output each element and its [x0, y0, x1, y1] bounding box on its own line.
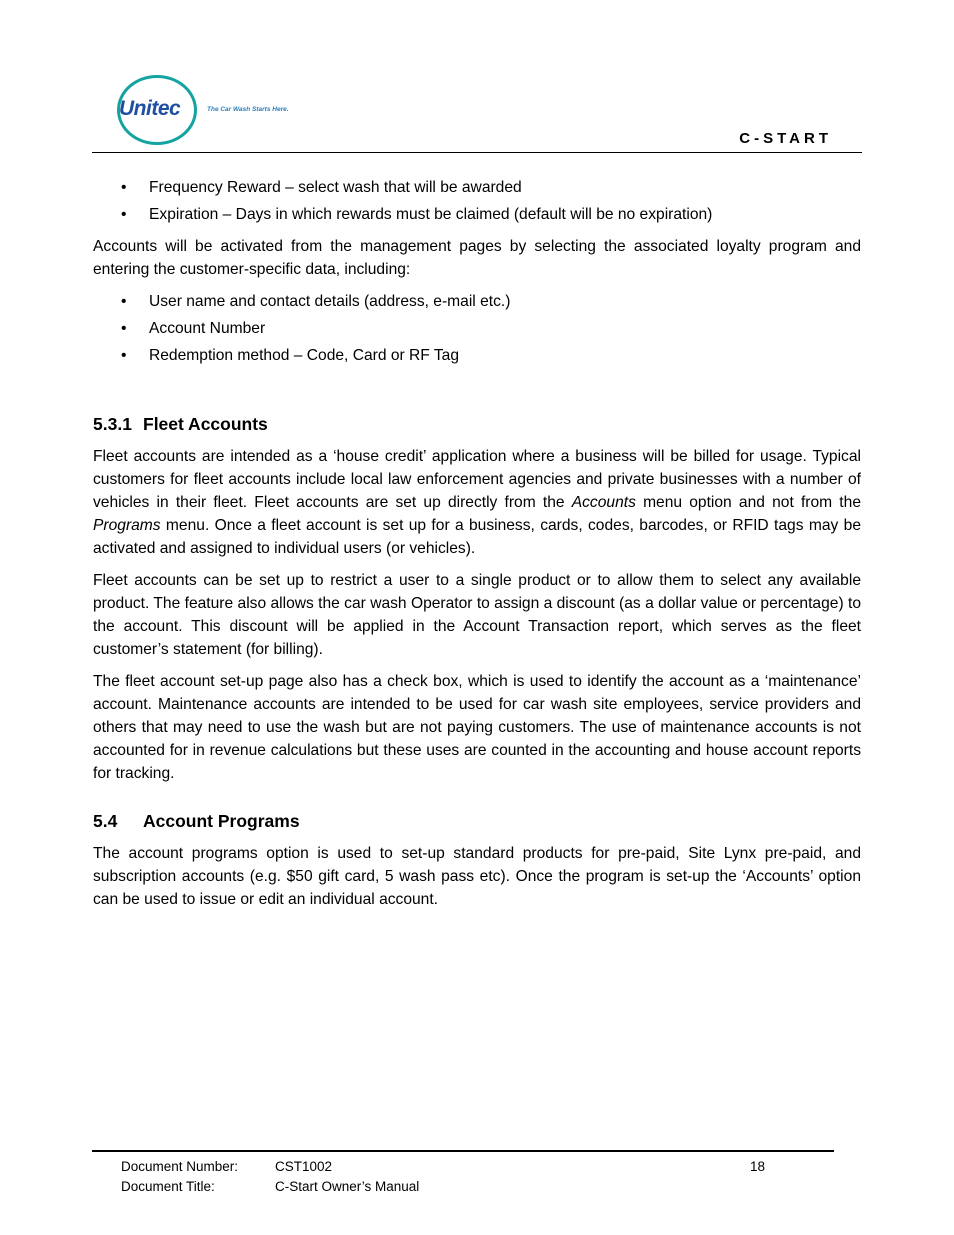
- company-logo: [117, 75, 307, 147]
- list-item: • Expiration – Days in which rewards must be claimed (default will be no expiration): [93, 203, 861, 226]
- heading-account-programs: [93, 807, 861, 835]
- bullet-icon: •: [121, 347, 127, 364]
- section-title: Account Programs: [143, 811, 300, 831]
- header-divider: [92, 152, 862, 153]
- section-title: Fleet Accounts: [143, 414, 268, 434]
- section-number: 5.3.1: [93, 414, 132, 434]
- paragraph-fleet-2: Fleet accounts can be set up to restrict a user to a single product or to allow them to select any available product. The feature also allows the car wash Operator to assign a discount (as a dollar value or percentage) to the account. This discount will be applied in the Account Transaction report, which serves as the fleet customer’s statement (for billing).: [93, 572, 861, 658]
- paragraph-programs: The account programs option is used to set-up standard products for pre-paid, Site Lynx pre-paid, and subscription accounts (e.g. $50 gift card, 5 wash pass etc). Once the program is set-up the ‘Accounts’ option can be used to issue or edit an individual account.: [93, 845, 861, 908]
- paragraph-accounts: Accounts will be activated from the management pages by selecting the associated loyalty program and entering the customer-specific data, including:: [93, 238, 861, 278]
- doc-title-label: Document Title:: [121, 1179, 215, 1194]
- doc-title: C-Start Owner’s Manual: [275, 1179, 420, 1194]
- footer-divider: [92, 1150, 834, 1152]
- list-item: • Frequency Reward – select wash that will be awarded: [93, 176, 861, 199]
- product-name: C-START: [739, 130, 832, 147]
- paragraph-fleet-1: Fleet accounts are intended as a ‘house credit’ application where a business will be billed for usage. Typical customers for fleet accounts include local law enforcement agencies and private businesses with a number of vehicles in their fleet. Fleet accounts are set up directly from the Accounts menu option and not from the Programs menu. Once a fleet account is set up for a business, cards, codes, barcodes, or RFID tags may be activated and assigned to individual users (or vehicles).: [93, 448, 861, 557]
- bullet-icon: •: [121, 206, 127, 223]
- section-number: 5.4: [93, 811, 118, 831]
- list-item: • Redemption method – Code, Card or RF Tag: [93, 344, 861, 367]
- list-item: • Account Number: [93, 317, 861, 340]
- logo-tagline: The Car Wash Starts Here.: [207, 106, 289, 113]
- bullet-list-customer-data: [93, 290, 861, 367]
- footer-row-title: [121, 1177, 821, 1197]
- bullet-list-rewards: [93, 176, 861, 226]
- logo-wordmark: Unitec: [119, 97, 181, 120]
- page-number: 18: [750, 1159, 766, 1174]
- doc-number: CST1002: [275, 1159, 333, 1174]
- paragraph-fleet-3: The fleet account set-up page also has a check box, which is used to identify the account as a ‘maintenance’ account. Maintenance accounts are intended to be used for car wash site employees, service providers and others that may need to use the wash but are not paying customers. The use of maintenance accounts is not accounted for in revenue calculations but these uses are counted in the accounting and house account reports for tracking.: [93, 673, 861, 782]
- bullet-icon: •: [121, 320, 127, 337]
- footer-row-number: [121, 1157, 821, 1177]
- page-footer: [121, 1157, 821, 1197]
- page-content: [93, 176, 861, 920]
- bullet-icon: •: [121, 293, 127, 310]
- list-item: • User name and contact details (address, e-mail etc.): [93, 290, 861, 313]
- doc-number-label: Document Number:: [121, 1159, 239, 1174]
- heading-fleet-accounts: [93, 410, 861, 438]
- bullet-icon: •: [121, 179, 127, 196]
